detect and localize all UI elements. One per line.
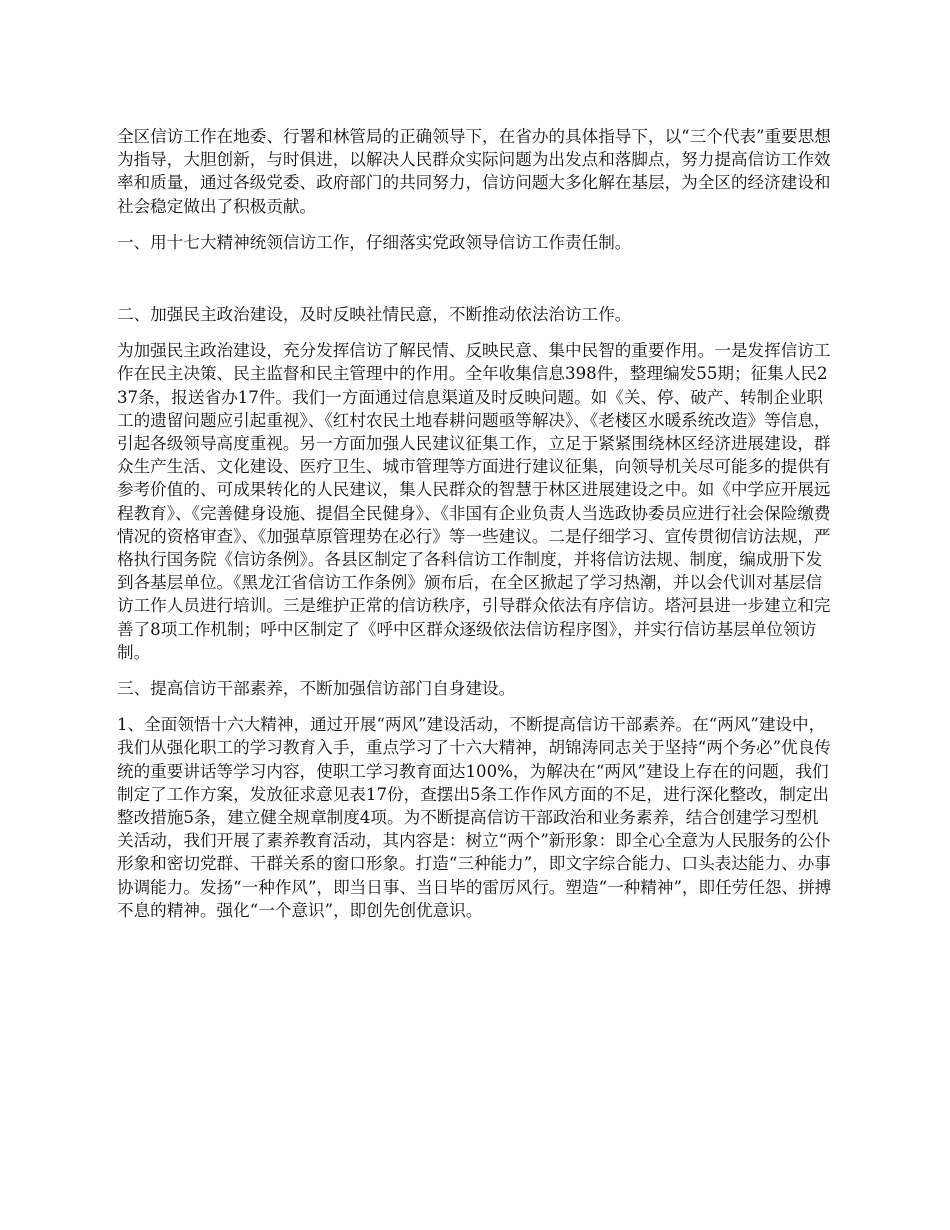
intro-paragraph: 全区信访工作在地委、行署和林管局的正确领导下，在省办的具体指导下，以“三个代表”重要思想为指导，大胆创新，与时俱进，以解决人民群众实际问题为出发点和落脚点，努力提高信访工作效率和质量，通过各级党委、政府部门的共同努力，信访问题大多化解在基层，为全区的经济建设和社会稳定做出了积极贡献。 <box>117 127 831 216</box>
section-3-body: 1、全面领悟十六大精神，通过开展“两风”建设活动，不断提高信访干部素养。在“两风”建设中，我们从强化职工的学习教育入手，重点学习了十六大精神，胡锦涛同志关于坚持“两个务必”优良传统的重要讲话等学习内容，使职工学习教育面达100%，为解决在“两风”建设上存在的问题，我们制定了工作方案，发放征求意见表17份，查摆出5条工作作风方面的不足，进行深化整改，制定出整改措施5条，建立健全规章制度4项。为不断提高信访干部政治和业务素养，结合创建学习型机关活动，我们开展了素养教育活动，其内容是：树立“两个”新形象：即全心全意为人民服务的公仆形象和密切党群、干群关系的窗口形象。打造“三种能力”，即文字综合能力、口头表达能力、办事协调能力。发扬“一种作风”，即当日事、当日毕的雷厉风行。塑造“一种精神”，即任劳任怨、拼搏不息的精神。强化“一个意识”，即创先创优意识。 <box>117 715 832 920</box>
section-1-heading: 一、用十七大精神统领信访工作，仔细落实党政领导信访工作责任制。 <box>117 232 632 252</box>
section-2-body: 为加强民主政治建设，充分发挥信访了解民情、反映民意、集中民智的重要作用。一是发挥信访工作在民主决策、民主监督和民主管理中的作用。全年收集信息398件，整理编发55期；征集人民237条，报送省办17件。我们一方面通过信息渠道及时反映问题。如《关、停、破产、转制企业职工的遗留问题应引起重视》、《红村农民土地春耕问题亟等解决》、《老楼区水暖系统改造》等信息，引起各级领导高度重视。另一方面加强人民建议征集工作，立足于紧紧围绕林区经济进展建设，群众生产生活、文化建设、医疗卫生、城市管理等方面进行建议征集，向领导机关尽可能多的提供有参考价值的、可成果转化的人民建议，集人民群众的智慧于林区进展建设之中。如《中学应开展远程教育》、《完善健身设施、提倡全民健身》、《非国有企业负责人当选政协委员应进行社会保险缴费情况的资格审查》、《加强草原管理势在必行》等一些建议。二是仔细学习、宣传贯彻信访法规，严格执行国务院《信访条例》。各县区制定了各科信访工作制度，并将信访法规、制度，编成册下发到各基层单位。《黑龙江省信访工作条例》颁布后，在全区掀起了学习热潮，并以会代训对基层信访工作人员进行培训。三是维护正常的信访秩序，引导群众依法有序信访。塔河县进一步建立和完善了8项工作机制；呼中区制定了《呼中区群众逐级依法信访程序图》，并实行信访基层单位领访制。 <box>117 341 831 662</box>
section-3-heading: 三、提高信访干部素养，不断加强信访部门自身建设。 <box>117 679 516 699</box>
blank-spacer <box>117 267 832 303</box>
section-2-heading: 二、加强民主政治建设，及时反映社情民意，不断推动依法治访工作。 <box>117 305 632 325</box>
